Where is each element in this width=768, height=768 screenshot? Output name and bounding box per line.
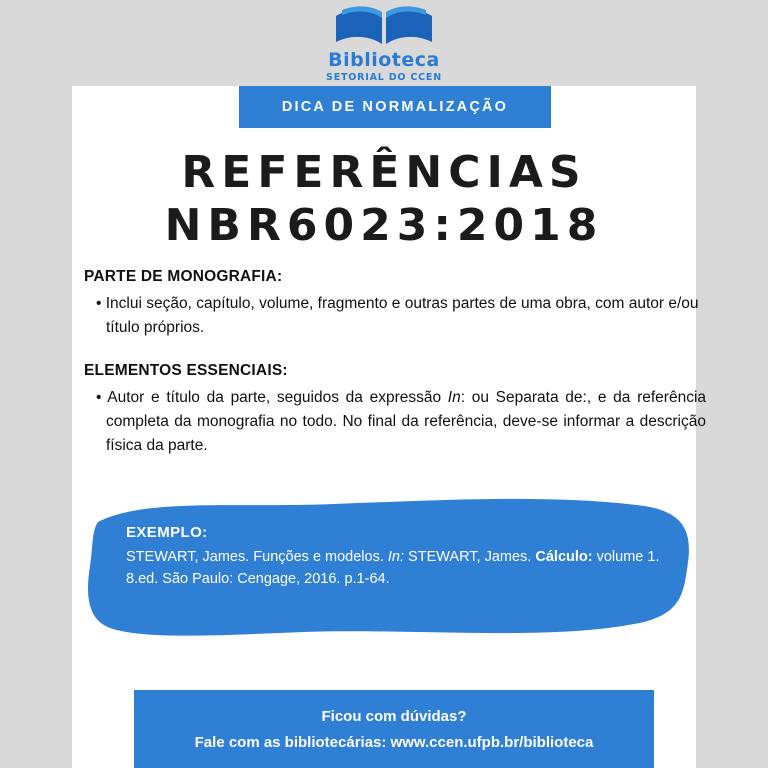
footer-contact-bar — [134, 690, 654, 768]
example-part-2: STEWART, James. — [404, 549, 536, 565]
content-body — [84, 268, 708, 460]
example-reference-text — [126, 546, 666, 591]
open-book-icon — [332, 4, 436, 50]
tip-banner-label: DICA DE NORMALIZAÇÃO — [281, 99, 509, 115]
example-italic-in: In: — [387, 549, 405, 565]
logo-subtitle: SETORIAL DO CCEN — [326, 71, 442, 83]
page-title — [72, 148, 696, 251]
bullet-text-italic: In — [447, 389, 461, 407]
example-block — [126, 524, 666, 591]
section-title-elementos-essenciais: ELEMENTOS ESSENCIAIS: — [84, 362, 288, 380]
page-title-line-2: NBR6023:2018 — [164, 199, 604, 251]
example-part-1: STEWART, James. Funções e modelos. — [126, 549, 388, 565]
tip-banner — [239, 86, 551, 128]
example-title: EXEMPLO: — [126, 524, 208, 541]
bullet-text-pre: • Autor e título da parte, seguidos da expressão — [96, 389, 448, 407]
footer-question: Ficou com dúvidas? — [321, 708, 467, 725]
section-title-parte-de-monografia: PARTE DE MONOGRAFIA: — [84, 268, 283, 285]
page-title-line-1: REFERÊNCIAS — [181, 147, 587, 198]
bullet-text-post: : ou Separata de:, e da referência completa da monografia no todo. No final da referência, deve-se informar a descrição física da parte. — [106, 389, 707, 455]
example-bold-calculo: Cálculo: — [535, 549, 593, 565]
logo-title: Biblioteca — [328, 49, 440, 71]
library-logo — [0, 4, 768, 83]
section-bullet-elementos-essenciais — [84, 386, 706, 458]
section-bullet-parte-de-monografia: • Inclui seção, capítulo, volume, fragmento e outras partes de uma obra, com autor e/ou título próprios. — [96, 295, 699, 337]
example-part-3: volume 1. 8.ed. São Paulo: Cengage, 2016. p.1-64. — [126, 549, 660, 588]
footer-contact-link[interactable]: Fale com as bibliotecárias: www.ccen.ufpb.br/biblioteca — [194, 733, 594, 751]
